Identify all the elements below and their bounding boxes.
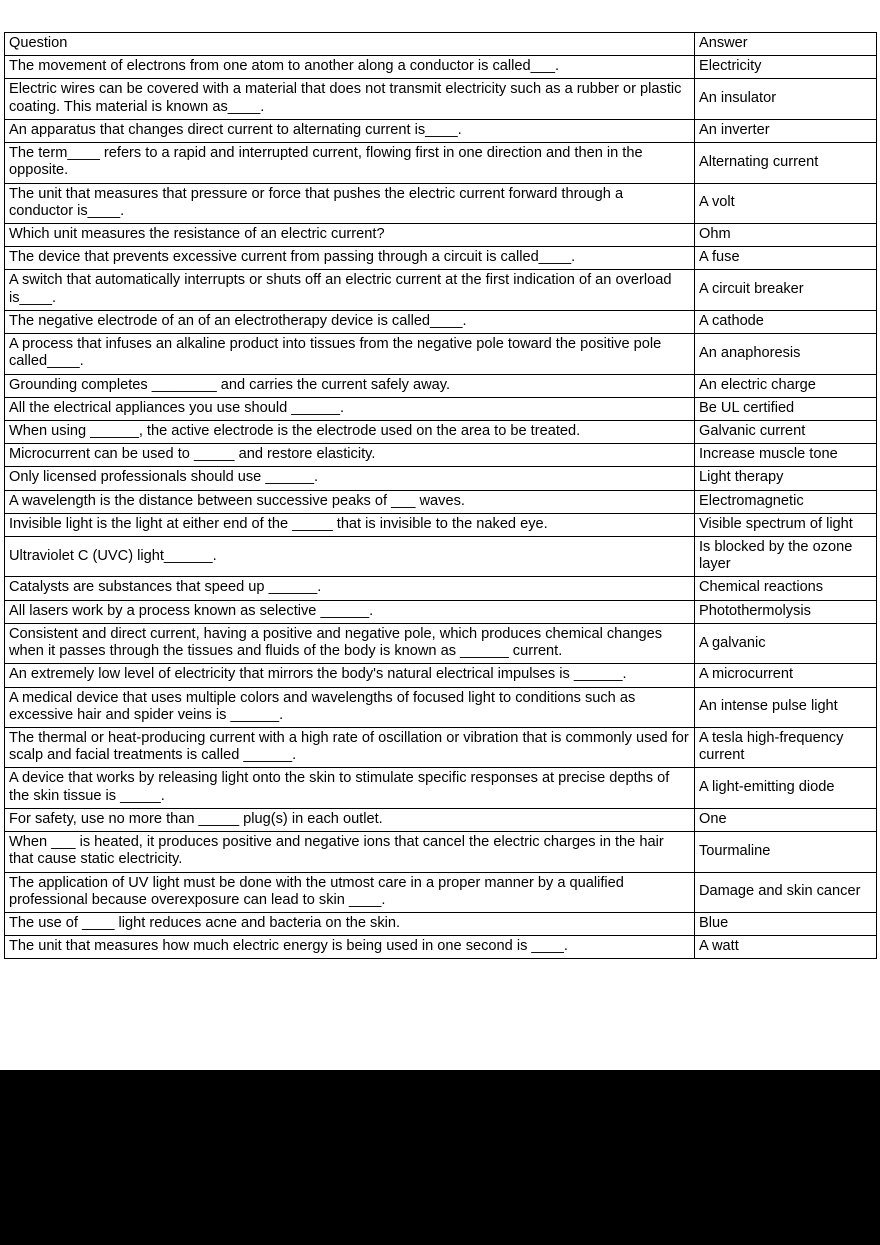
table-row bbox=[5, 374, 877, 397]
table-row bbox=[5, 577, 877, 600]
question-cell: Invisible light is the light at either end of the _____ that is invisible to the naked eye. bbox=[5, 513, 695, 536]
question-cell: A wavelength is the distance between successive peaks of ___ waves. bbox=[5, 490, 695, 513]
question-cell: The use of ____ light reduces acne and bacteria on the skin. bbox=[5, 912, 695, 935]
table-row bbox=[5, 119, 877, 142]
answer-cell: An anaphoresis bbox=[695, 334, 877, 374]
question-cell: The unit that measures that pressure or force that pushes the electric current forward through a conductor is____. bbox=[5, 183, 695, 223]
answer-cell: Electricity bbox=[695, 56, 877, 79]
table-row bbox=[5, 600, 877, 623]
answer-cell: A microcurrent bbox=[695, 664, 877, 687]
table-header-row bbox=[5, 33, 877, 56]
table-row bbox=[5, 687, 877, 727]
answer-cell: A circuit breaker bbox=[695, 270, 877, 310]
table-row bbox=[5, 420, 877, 443]
answer-cell: A watt bbox=[695, 936, 877, 959]
table-row bbox=[5, 467, 877, 490]
answer-cell: Blue bbox=[695, 912, 877, 935]
question-cell: Consistent and direct current, having a positive and negative pole, which produces chemical changes when it passes through the tissues and fluids of the body is known as ______ current. bbox=[5, 623, 695, 663]
question-cell: A switch that automatically interrupts or shuts off an electric current at the first indication of an overload is____. bbox=[5, 270, 695, 310]
answer-cell: A tesla high-frequency current bbox=[695, 728, 877, 768]
table-header bbox=[5, 33, 877, 56]
table-row bbox=[5, 513, 877, 536]
table-row bbox=[5, 56, 877, 79]
table-row bbox=[5, 623, 877, 663]
answer-cell: Chemical reactions bbox=[695, 577, 877, 600]
table-row bbox=[5, 397, 877, 420]
table-body bbox=[5, 56, 877, 959]
black-footer-band bbox=[0, 1070, 880, 1245]
answer-cell: Increase muscle tone bbox=[695, 444, 877, 467]
table-row bbox=[5, 143, 877, 183]
question-cell: Catalysts are substances that speed up ______. bbox=[5, 577, 695, 600]
question-cell: Which unit measures the resistance of an electric current? bbox=[5, 223, 695, 246]
table-row bbox=[5, 79, 877, 119]
question-cell: A device that works by releasing light onto the skin to stimulate specific responses at precise depths of the skin tissue is _____. bbox=[5, 768, 695, 808]
question-cell: An extremely low level of electricity that mirrors the body's natural electrical impulses is ______. bbox=[5, 664, 695, 687]
question-cell: Grounding completes ________ and carries the current safely away. bbox=[5, 374, 695, 397]
answer-cell: Galvanic current bbox=[695, 420, 877, 443]
answer-cell: An electric charge bbox=[695, 374, 877, 397]
table-row bbox=[5, 808, 877, 831]
table-row bbox=[5, 247, 877, 270]
question-cell: Electric wires can be covered with a material that does not transmit electricity such as a rubber or plastic coating. This material is known as____. bbox=[5, 79, 695, 119]
question-cell: The unit that measures how much electric energy is being used in one second is ____. bbox=[5, 936, 695, 959]
question-cell: Microcurrent can be used to _____ and restore elasticity. bbox=[5, 444, 695, 467]
answer-cell: A galvanic bbox=[695, 623, 877, 663]
table-row bbox=[5, 537, 877, 577]
question-cell: An apparatus that changes direct current to alternating current is____. bbox=[5, 119, 695, 142]
question-cell: The movement of electrons from one atom to another along a conductor is called___. bbox=[5, 56, 695, 79]
answer-cell: Damage and skin cancer bbox=[695, 872, 877, 912]
answer-cell: Photothermolysis bbox=[695, 600, 877, 623]
question-answer-table bbox=[4, 32, 877, 959]
table-row bbox=[5, 310, 877, 333]
question-cell: A medical device that uses multiple colors and wavelengths of focused light to conditions such as excessive hair and spider veins is ______. bbox=[5, 687, 695, 727]
question-cell: When ___ is heated, it produces positive and negative ions that cancel the electric charges in the hair that cause static electricity. bbox=[5, 832, 695, 872]
answer-cell: Be UL certified bbox=[695, 397, 877, 420]
column-header-answer: Answer bbox=[695, 33, 877, 56]
answer-cell: An insulator bbox=[695, 79, 877, 119]
question-cell: The thermal or heat-producing current with a high rate of oscillation or vibration that is commonly used for scalp and facial treatments is called ______. bbox=[5, 728, 695, 768]
answer-cell: A fuse bbox=[695, 247, 877, 270]
table-row bbox=[5, 490, 877, 513]
table-row bbox=[5, 270, 877, 310]
answer-cell: Visible spectrum of light bbox=[695, 513, 877, 536]
table-row bbox=[5, 223, 877, 246]
answer-cell: An intense pulse light bbox=[695, 687, 877, 727]
table-row bbox=[5, 334, 877, 374]
table-row bbox=[5, 872, 877, 912]
question-cell: The application of UV light must be done with the utmost care in a proper manner by a qualified professional because overexposure can lead to skin ____. bbox=[5, 872, 695, 912]
answer-cell: A volt bbox=[695, 183, 877, 223]
question-cell: Only licensed professionals should use ______. bbox=[5, 467, 695, 490]
answer-cell: An inverter bbox=[695, 119, 877, 142]
answer-cell: One bbox=[695, 808, 877, 831]
table-row bbox=[5, 444, 877, 467]
question-cell: Ultraviolet C (UVC) light______. bbox=[5, 537, 695, 577]
table-row bbox=[5, 768, 877, 808]
answer-cell: Is blocked by the ozone layer bbox=[695, 537, 877, 577]
question-cell: The device that prevents excessive current from passing through a circuit is called____. bbox=[5, 247, 695, 270]
table-row bbox=[5, 664, 877, 687]
table-row bbox=[5, 936, 877, 959]
table-row bbox=[5, 832, 877, 872]
answer-cell: Alternating current bbox=[695, 143, 877, 183]
column-header-question: Question bbox=[5, 33, 695, 56]
answer-cell: A light-emitting diode bbox=[695, 768, 877, 808]
table-row bbox=[5, 183, 877, 223]
question-cell: All lasers work by a process known as selective ______. bbox=[5, 600, 695, 623]
answer-cell: A cathode bbox=[695, 310, 877, 333]
question-cell: All the electrical appliances you use should ______. bbox=[5, 397, 695, 420]
question-cell: The term____ refers to a rapid and interrupted current, flowing first in one direction and then in the opposite. bbox=[5, 143, 695, 183]
answer-cell: Light therapy bbox=[695, 467, 877, 490]
table-row bbox=[5, 728, 877, 768]
answer-cell: Electromagnetic bbox=[695, 490, 877, 513]
answer-cell: Tourmaline bbox=[695, 832, 877, 872]
question-cell: A process that infuses an alkaline product into tissues from the negative pole toward the positive pole called____. bbox=[5, 334, 695, 374]
table-row bbox=[5, 912, 877, 935]
question-cell: When using ______, the active electrode is the electrode used on the area to be treated. bbox=[5, 420, 695, 443]
question-cell: For safety, use no more than _____ plug(s) in each outlet. bbox=[5, 808, 695, 831]
question-cell: The negative electrode of an of an electrotherapy device is called____. bbox=[5, 310, 695, 333]
answer-cell: Ohm bbox=[695, 223, 877, 246]
